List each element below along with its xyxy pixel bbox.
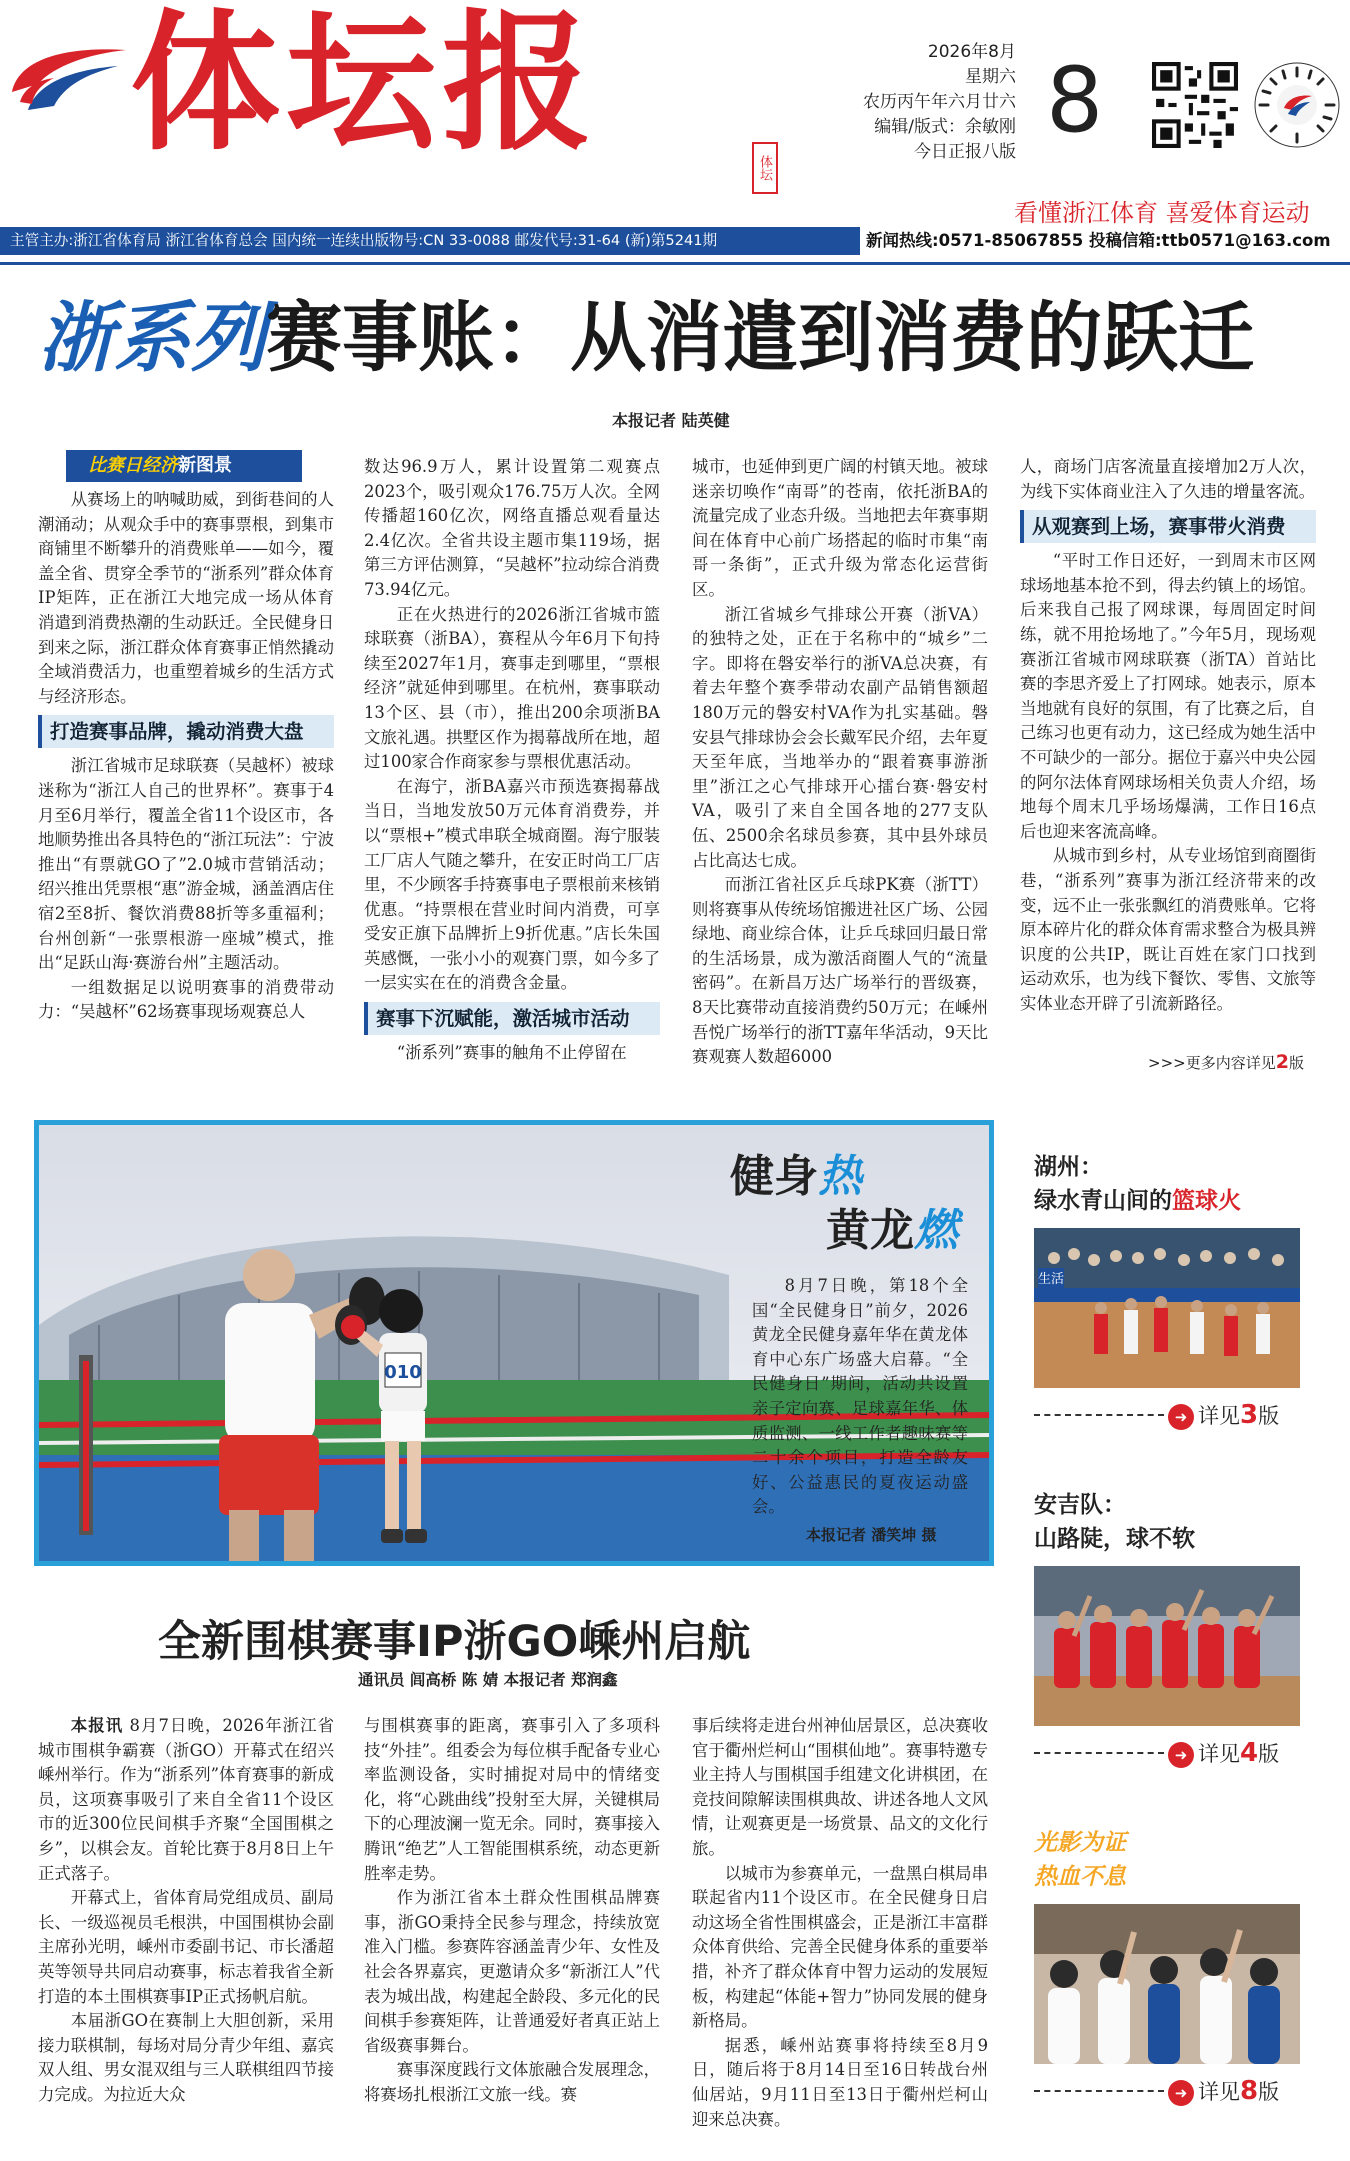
section-tag-rest: 新图景 <box>178 455 232 476</box>
paragraph: 与围棋赛事的距离，赛事引入了多项科技“外挂”。组委会为每位棋手配备专业心率监测设备，实时捕捉对局中的情绪变化，将“心跳曲线”投射至大屏，关键棋局下的心理波澜一览无余。同时，赛事接入腾讯“绝艺”人工智能围棋系统，动态更新胜率走势。 <box>364 1716 660 1883</box>
paragraph: 事后续将走进台州神仙居景区，总决赛收官于衢州烂柯山“围棋仙地”。赛事特邀专业主持人与围棋国手组建文化讲棋团，在竞技间隙解读围棋典故、讲述各地人文风情，让观赛更是一场赏景、品文的文化行旅。 <box>692 1716 988 1858</box>
page-number: 8 <box>1046 48 1104 153</box>
paragraph: 城市，也延伸到更广阔的村镇天地。被球迷亲切唤作“南哥”的苍南，依托浙BA的流量完成了业态升级。当地把去年赛事期间在体育中心前广场搭起的临时市集“南哥一条街”，正式升级为常态化运营街区。 <box>692 457 988 599</box>
rail-item-anji[interactable] <box>1034 1488 1300 1768</box>
mini-program-code-icon <box>1254 62 1340 148</box>
paragraph: “平时工作日还好，一到周末市区网球场地基本抢不到，得去约镇上的场馆。后来我自己报了网球课，每周固定时间练，就不用抢场地了。”今年5月，现场观赛浙江省城市网球联赛（浙TA）首站比赛的李思齐爱上了打网球。她表示，原本当地就有良好的氛围，有了比赛之后，自己练习也更有动力，这已经成为她生活中不可缺少的一部分。据位于嘉兴中央公园的阿尔法体育网球场相关负责人介绍，场地每个周末几乎场场爆满，工作日16点后也迎来客流高峰。 <box>1020 551 1316 841</box>
see-page-link[interactable]: ➜ 详见4版 <box>1168 1738 1279 1768</box>
basketball-photo <box>1034 1228 1300 1388</box>
subhead: 打造赛事品牌，撬动消费大盘 <box>38 715 334 748</box>
date-info <box>830 40 1016 165</box>
second-column-3 <box>692 1714 988 2132</box>
masthead-title: 体坛报 <box>130 0 599 171</box>
section-tag-accent: 比赛日经济 <box>88 455 178 476</box>
rail-item-basketball[interactable] <box>1034 1150 1300 1430</box>
paragraph: 正在火热进行的2026浙江省城市篮球联赛（浙BA），赛程从今年6月下旬持续至2027年1月，赛事走到哪里，“票根经济”就延伸到哪里。在杭州，赛事联动13个区、县（市），推出200余项浙BA文旅礼遇。拱墅区作为揭幕战所在地，超过100家合作商家参与票根优惠活动。 <box>364 604 660 772</box>
arrow-right-icon: ➜ <box>1168 2080 1194 2106</box>
rail-divider <box>1034 1414 1164 1416</box>
lead-column-1 <box>38 450 334 1025</box>
paragraph: 从城市到乡村，从专业场馆到商圈街巷，“浙系列”赛事为浙江经济带来的改变，远不止一张张飘红的消费账单。它将原本碎片化的群众体育需求整合为极具辨识度的公共IP，既让百姓在家门口找到运动欢乐，也为线下餐饮、零售、文旅等实体业态开辟了引流新路径。 <box>1020 846 1316 1013</box>
feature-title-line-2: 黄龙燃 <box>826 1205 958 1256</box>
news-hotline: 新闻热线:0571-85067855 投稿信箱:ttb0571@163.com <box>866 231 1331 250</box>
qr-code-icon <box>1152 62 1238 148</box>
lead-headline-prefix: 浙系列 <box>38 293 266 382</box>
celebration-photo <box>1034 1904 1300 2064</box>
second-column-1 <box>38 1714 334 2108</box>
paragraph: 而浙江省社区乒乓球PK赛（浙TT）则将赛事从传统场馆搬进社区广场、公园绿地、商业综合体，让乒乓球回归最日常的生活场景，成为激活商圈人气的“流量密码”。在新昌万达广场举行的晋级赛，8天比赛带动直接消费约50万元；在嵊州吾悦广场举行的浙TT嘉年华活动，9天比赛观赛人数超6000 <box>692 875 988 1067</box>
arrow-right-icon: ➜ <box>1168 1742 1194 1768</box>
issue-weekday: 星期六 <box>965 67 1016 87</box>
page-count: 今日正报八版 <box>914 142 1016 162</box>
rail-title: 安吉队： 山路陡，球不软 <box>1034 1492 1195 1552</box>
race-bib-number: 010 <box>384 1362 422 1383</box>
paragraph: 数达96.9万人，累计设置第二观赛点2023个，吸引观众176.75万人次。全网传播超160亿次，网络直播总观看量达2.4亿次。全省共设主题市集119场，据第三方评估测算，“吴越杯”拉动综合消费73.94亿元。 <box>364 457 660 599</box>
rail-divider <box>1034 2090 1164 2092</box>
logo-swoosh-icon <box>8 40 128 120</box>
paragraph: “浙系列”赛事的触角不止停留在 <box>396 1043 627 1063</box>
rail-item-photo-essay[interactable] <box>1034 1826 1300 2106</box>
paragraph: 本报讯 8月7日晚，2026年浙江省城市围棋争霸赛（浙GO）开幕式在绍兴嵊州举行。作为“浙系列”体育赛事的新成员，这项赛事吸引了来自全省11个设区市的近300位民间棋手齐聚“全国围棋之乡”，以棋会友。首轮比赛于8月8日上午正式落子。 <box>38 1716 335 1883</box>
paragraph: 本届浙GO在赛制上大胆创新，采用接力联棋制，每场对局分青少年组、嘉宾双人组、男女混双组与三人联棋组四节接力完成。为拉近大众 <box>38 2011 334 2104</box>
second-column-2 <box>364 1714 660 2108</box>
lead-column-3 <box>692 455 988 1070</box>
editor-credit: 编辑/版式：余敏刚 <box>874 117 1016 137</box>
rail-title: 光影为证 热血不息 <box>1034 1830 1126 1890</box>
second-headline: 全新围棋赛事IP浙GO嵊州启航 <box>158 1617 751 1667</box>
paragraph: 浙江省城乡气排球公开赛（浙VA）的独特之处，正在于名称中的“城乡”二字。即将在磐安举行的浙VA总决赛，有着去年整个赛季带动农副产品销售额超180万元的磐安村VA作为扎实基础。磐安县气排球协会会长戴军民介绍，去年夏天至年底，当地举办的“跟着赛事游浙里”浙江之心气排球开心擂台赛·磐安村VA，吸引了来自全国各地的277支队伍、2500余名球员参赛，其中县外球员占比高达七成。 <box>692 604 988 870</box>
lead-headline-rest: 赛事账：从消遣到消费的跃迁 <box>266 293 1254 382</box>
publication-info-bar: 主管主办:浙江省体育局 浙江省体育总会 国内统一连续出版物号:CN 33-0088 邮发代号:31-64 (新)第5241期 <box>0 227 860 255</box>
continued-link[interactable]: >>>更多内容详见2版 <box>1148 1051 1304 1073</box>
lead-column-2 <box>364 455 660 1066</box>
paragraph: 开幕式上，省体育局党组成员、副局长、一级巡视员毛根洪，中国围棋协会副主席孙光明，嵊州市委副书记、市长潘超英等领导共同启动赛事，标志着我省全新打造的本土围棋赛事IP正式扬帆启航。 <box>38 1888 334 2006</box>
lead-in: 本报讯 <box>70 1716 124 1735</box>
lead-byline: 本报记者 陆英健 <box>612 411 730 430</box>
issue-date: 2026年8月 <box>927 42 1016 62</box>
rail-divider <box>1034 1752 1164 1754</box>
paragraph: 作为浙江省本土群众性围棋品牌赛事，浙GO秉持全民参与理念，持续放宽准入门槛。参赛阵容涵盖青少年、女性及社会各界嘉宾，更邀请众多“新浙江人”代表为城出战，构建起全龄段、多元化的民间棋手参赛矩阵，让普通爱好者真正站上省级赛事舞台。 <box>364 1888 660 2055</box>
second-byline: 通讯员 闾高桥 陈 婧 本报记者 郑润鑫 <box>358 1670 618 1689</box>
venue-sign: 生活 <box>1037 1272 1065 1287</box>
lead-column-4 <box>1020 455 1316 1016</box>
see-page-link[interactable]: ➜ 详见3版 <box>1168 1400 1279 1430</box>
arrow-right-icon: ➜ <box>1168 1404 1194 1430</box>
paragraph: 赛事深度践行文体旅融合发展理念，将赛场扎根浙江文旅一线。赛 <box>364 2060 660 2104</box>
paragraph: 人，商场门店客流量直接增加2万人次，为线下实体商业注入了久违的增量客流。 <box>1020 457 1316 501</box>
photo-credit: 本报记者 潘笑坤 摄 <box>806 1526 937 1544</box>
section-tag <box>66 450 302 482</box>
masthead-seal: 体坛 <box>752 142 778 194</box>
rail-title: 湖州： 绿水青山间的篮球火 <box>1034 1154 1241 1214</box>
paragraph: 浙江省城市足球联赛（吴越杯）被球迷称为“浙江人自己的世界杯”。赛事于4月至6月举行，覆盖全省11个设区市，各地顺势推出各具特色的“浙江玩法”：宁波推出“有票就GO了”2.0城市营销活动；绍兴推出凭票根“惠”游金城，涵盖酒店住宿2至8折、餐饮消费88折等多重福利；台州创新“一张票根游一座城”模式，推出“足跃山海·赛游台州”主题活动。 <box>38 756 334 973</box>
see-page-link[interactable]: ➜ 详见8版 <box>1168 2076 1279 2106</box>
anji-team-photo <box>1034 1566 1300 1726</box>
paragraph: 以城市为参赛单元，一盘黑白棋局串联起省内11个设区市。在全民健身日启动这场全省性围棋盛会，正是浙江丰富群众体育供给、完善全民健身体系的重要举措，补齐了群众体育中智力运动的发展短板，构建起“体能+智力”协同发展的健身新格局。 <box>692 1863 988 2031</box>
paragraph: 据悉，嵊州站赛事将持续至8月9日，随后将于8月14日至16日转战台州仙居站，9月11日至13日于衢州烂柯山迎来总决赛。 <box>692 2035 988 2129</box>
continued-page: 2 <box>1275 1051 1289 1073</box>
lunar-date: 农历丙午年六月廿六 <box>863 92 1016 112</box>
lead-headline <box>38 293 1254 382</box>
feature-title-line-1: 健身热 <box>730 1151 862 1202</box>
slogan: 看懂浙江体育 喜爱体育运动 <box>1014 199 1310 227</box>
subhead: 从观赛到上场，赛事带火消费 <box>1020 510 1316 543</box>
subhead: 赛事下沉赋能，激活城市活动 <box>364 1002 660 1035</box>
paragraph: 一组数据足以说明赛事的消费带动力：“吴越杯”62场赛事现场观赛总人 <box>38 977 334 1022</box>
paragraph: 从赛场上的呐喊助威，到街巷间的人潮涌动；从观众手中的赛事票根，到集市商铺里不断攀升的消费账单——如今，覆盖全省、贯穿全季节的“浙系列”群众体育IP矩阵，正在浙江大地完成一场从体育消遣到消费热潮的生动跃迁。全民健身日到来之际，浙江群众体育赛事正悄然撬动全域消费活力，也重塑着城乡的生活方式与经济形态。 <box>38 490 334 706</box>
header-divider <box>0 262 1350 265</box>
feature-caption: 8月7日晚，第18个全国“全民健身日”前夕，2026黄龙全民健身嘉年华在黄龙体育中心东广场盛大启幕。“全民健身日”期间，活动共设置亲子定向赛、足球嘉年华、体质监测、一线工作者趣味赛等二十余个项目，打造全龄友好、公益惠民的夏夜运动盛会。 <box>752 1276 968 1517</box>
paragraph: 在海宁，浙BA嘉兴市预选赛揭幕战当日，当地发放50万元体育消费券，并以“票根+”模式串联全城商圈。海宁服装工厂店人气随之攀升，在安正时尚工厂店里，不少顾客手持赛事电子票根前来核销优惠。“持票根在营业时间内消费，可享受安正旗下品牌折上9折优惠。”店长朱国英感慨，一张小小的观赛门票，如今多了一层实实在在的消费含金量。 <box>364 776 660 993</box>
